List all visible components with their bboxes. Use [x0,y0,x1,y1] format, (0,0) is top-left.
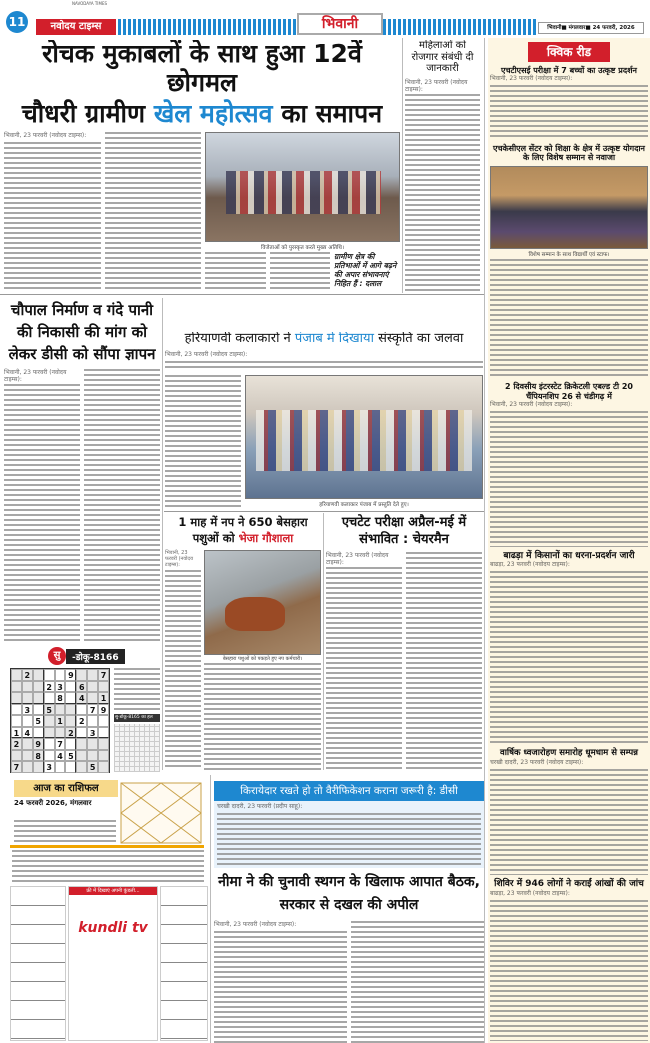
cattle-text-col1 [165,550,201,770]
sudoku-cell[interactable] [44,669,55,681]
qr-text-2 [490,259,648,378]
paper-logo: नवोदय टाइम्स [36,19,116,35]
sudoku-cell: 2 [76,715,87,727]
tenant-text [217,803,481,866]
main-text-col1 [4,132,101,292]
kundli-chart [120,782,202,844]
main-headline-line2 [4,100,400,129]
women-story [405,40,480,292]
sudoku-cell[interactable] [98,715,109,727]
sudoku-cell[interactable] [65,692,76,704]
sudoku-cell[interactable] [76,761,87,773]
article-lead: भिवानी, 23 फरवरी (नवोदय टाइम्स): [165,550,201,568]
article-lead: भिवानी, 23 फरवरी (नवोदय टाइम्स): [490,401,648,408]
article-lead: भिवानी, 23 फरवरी (नवोदय टाइम्स): [405,79,480,93]
sudoku-cell[interactable] [98,727,109,739]
rashifal-intro [14,820,116,842]
sudoku-cell: 1 [55,715,66,727]
qr-headline-1: एचटीएसई परीक्षा में 7 बच्चों का उत्कृष्ट प्रदर्शन [501,66,637,75]
sudoku-cell[interactable] [76,727,87,739]
article-lead: भिवानी, 23 फरवरी (नवोदय टाइम्स): [490,75,648,82]
sudoku-cell: 9 [98,704,109,716]
sudoku-cell: 2 [44,681,55,693]
htet-text-col2 [406,552,482,770]
article-lead: भिवानी, 23 फरवरी (नवोदय टाइम्स): [4,132,101,139]
sudoku-cell[interactable] [33,727,44,739]
sudoku-cell[interactable] [65,761,76,773]
sudoku-cell[interactable] [55,704,66,716]
quick-read-tab: क्विक रीड [528,42,610,62]
chaupal-text-col2 [84,369,160,641]
headline-highlight: पंजाब में दिखाया [294,332,374,346]
sudoku-cell[interactable] [33,669,44,681]
sudoku-solution-grid [114,724,160,772]
sudoku-cell: 5 [87,761,98,773]
sudoku-grid[interactable] [10,668,110,773]
sudoku-cell[interactable] [65,715,76,727]
city-tab: भिवानी [297,13,383,35]
main-photo [205,132,400,242]
qr-text-1 [490,75,648,140]
sudoku-cell[interactable] [44,738,55,750]
nima-headline: नीमा ने की चुनावी स्थगन के खिलाफ आपात बैठक, सरकार से दखल की अपील [218,874,480,913]
sudoku-cell[interactable] [44,727,55,739]
article-lead: भिवानी, 23 फरवरी (नवोदय टाइम्स): [4,369,80,383]
sudoku-cell[interactable] [44,750,55,762]
sudoku-cell[interactable] [87,692,98,704]
sudoku-cell: 7 [87,704,98,716]
sudoku-cell: 5 [33,715,44,727]
women-text [405,79,480,293]
sudoku-logo: सु [48,647,66,665]
sudoku-instructions [114,668,160,712]
quick-read-column [488,38,650,1043]
rashifal-title: आज का राशिफल [14,780,118,797]
nima-text-col2 [351,921,484,1043]
divider [10,845,204,848]
headline-highlight: खेल महोत्सव [153,98,273,128]
sudoku-cell[interactable] [22,681,33,693]
sudoku-cell: 4 [55,750,66,762]
qr-photo-caption: विशेष सम्मान के साथ विद्यार्थी एवं स्टाफ। [528,252,610,259]
sudoku-cell: 8 [55,692,66,704]
dateline: भिवानी■ मंगलवार■ 24 फरवरी, 2026 [538,22,644,34]
cattle-text-col2 [204,663,321,770]
htet-text-col1 [326,552,402,770]
qr-headline-2: एचकेसीएल सेंटर को शिक्षा के क्षेत्र में उत्कृष्ट योगदान के लिए विशेष सम्मान से नवाजा [493,144,645,163]
sudoku-cell[interactable] [65,704,76,716]
sudoku-cell: 2 [22,669,33,681]
rashifal-text [12,850,204,882]
sudoku-cell[interactable] [65,738,76,750]
qr-text-4 [490,561,648,745]
sudoku-cell: 7 [55,738,66,750]
sudoku-cell[interactable] [11,681,22,693]
sudoku-cell: 2 [11,738,22,750]
chaupal-story [4,299,160,641]
tenant-headline: किरायेदार रखते हो तो वैरीफिकेशन कराना जरूरी है: डीसी [214,781,484,801]
headline-part: चौधरी ग्रामीण [21,98,146,128]
sudoku-cell: 3 [55,681,66,693]
main-photo-caption: विजेताओं को पुरस्कृत करते मुख्य अतिथि। [260,245,345,252]
page-number: 11 [6,11,28,33]
sudoku-cell[interactable] [76,750,87,762]
qr-text-6 [490,890,648,1041]
haryanvi-intro [165,351,483,371]
sudoku-cell: 7 [11,761,22,773]
sudoku-cell[interactable] [65,681,76,693]
headline-part: का समापन [281,98,383,128]
sudoku-cell[interactable] [22,738,33,750]
cattle-headline [165,514,321,546]
headline-highlight: भेजा गौशाला [238,531,294,545]
main-text-col3 [205,252,266,292]
sudoku-cell[interactable] [11,750,22,762]
page-header [0,0,650,36]
sudoku-cell: 3 [44,761,55,773]
paper-small-name: NAVODAYA TIMES [72,1,108,6]
sudoku-cell[interactable] [33,692,44,704]
sudoku-cell: 9 [65,669,76,681]
qr-text-3 [490,401,648,547]
kundli-ad-logo: kundli tv [78,920,148,936]
sudoku-cell[interactable] [22,750,33,762]
sudoku-cell[interactable] [98,750,109,762]
sign-box-left [10,886,66,1041]
sudoku-cell[interactable] [33,704,44,716]
qr-photo [490,166,648,249]
qr-text-5 [490,759,648,876]
chaupal-headline: चौपाल निर्माण व गंदे पानी की निकासी की मांग को लेकर डीसी को सौंपा ज्ञापन [8,301,156,363]
sudoku-cell: 1 [98,692,109,704]
headline-part: 1 माह में नप ने 650 बेसहारा पशुओं को [178,515,308,545]
sudoku-cell[interactable] [33,681,44,693]
sudoku-cell[interactable] [55,727,66,739]
qr-headline-5: वार्षिक ध्वजारोहण समारोह धूमधाम से सम्पन्न [499,747,639,758]
haryanvi-photo [245,375,483,499]
qr-headline-6: शिविर में 946 लोगों ने कराईं आंखों की जांच [494,879,644,890]
htet-headline: एचटेट परीक्षा अप्रैल-मई में संभावित : चेयरमैन [341,515,467,547]
sudoku-cell: 3 [87,727,98,739]
nima-text-col1 [214,921,347,1043]
sudoku-cell[interactable] [22,715,33,727]
cattle-photo-caption: बेसहारा पशुओं को पकड़ते हुए नप कर्मचारी। [222,656,303,662]
article-lead: भिवानी, 23 फरवरी (नवोदय टाइम्स): [165,351,483,358]
sudoku-cell[interactable] [76,704,87,716]
article-lead: भिवानी, 23 फरवरी (नवोदय टाइम्स): [214,921,347,928]
sudoku-title [48,647,125,665]
qr-headline-3: 2 दिवसीय इंटरस्टेट क्रिकेटली एबल्ड टी 20 चैंपियनशिप 26 से चंडीगढ़ में [505,382,633,401]
women-headline: महिलाओं को रोजगार संबंधी दी जानकारी [411,40,474,74]
haryanvi-story [165,332,483,509]
sudoku-cell[interactable] [98,738,109,750]
main-text-col2 [105,132,202,292]
article-lead: बाढड़ा, 23 फरवरी (नवोदय टाइम्स): [490,890,648,897]
sudoku-cell[interactable] [11,715,22,727]
article-lead: बाढड़ा, 23 फरवरी (नवोदय टाइम्स): [490,561,648,568]
main-text-col4 [270,252,331,292]
sudoku-cell[interactable] [22,692,33,704]
kundli-ad [68,886,158,1041]
sudoku-cell[interactable] [87,669,98,681]
sudoku-cell: 9 [33,738,44,750]
sudoku-cell: 3 [22,704,33,716]
sudoku-cell: 6 [76,681,87,693]
divider [0,294,484,295]
sudoku-cell[interactable] [11,704,22,716]
sudoku-cell[interactable] [11,669,22,681]
sudoku-cell[interactable] [87,715,98,727]
nima-story [214,871,484,1043]
main-quote: ग्रामीण क्षेत्र की प्रतिभाओं में आगे बढ़ने की अपार संभावनाएं निहित हैं : दलाल [334,252,397,289]
sudoku-cell[interactable] [87,738,98,750]
haryanvi-headline [165,332,483,347]
sudoku-cell[interactable] [44,692,55,704]
cattle-story [165,514,321,770]
sudoku-number: -डोकू-8166 [66,649,125,664]
sudoku-cell[interactable] [44,715,55,727]
sudoku-cell[interactable] [55,761,66,773]
article-lead: चरखी दादरी, 23 फरवरी (नवोदय टाइम्स): [490,759,648,766]
sudoku-cell: 5 [65,750,76,762]
sudoku-cell: 5 [44,704,55,716]
cattle-photo [204,550,321,655]
sudoku-cell[interactable] [22,761,33,773]
rashifal-date: 24 फरवरी 2026, मंगलवार [14,799,92,807]
sudoku-cell: 1 [11,727,22,739]
article-lead: भिवानी, 23 फरवरी (नवोदय टाइम्स): [326,552,402,566]
headline-part: हरियाणवी कलाकारों ने [184,332,291,346]
sudoku-cell: 4 [76,692,87,704]
main-story [4,40,400,292]
qr-headline-4: बाढड़ा में किसानों का धरना-प्रदर्शन जारी [503,550,635,561]
divider [164,511,484,512]
tenant-story [214,781,484,868]
sudoku-solution-title: सु-डोकू-8165 का हल [114,714,160,722]
sudoku-cell[interactable] [11,692,22,704]
sudoku-cell[interactable] [76,669,87,681]
haryanvi-photo-caption: हरियाणवी कलाकार पंजाब में प्रस्तुति देते हुए। [319,502,409,508]
sudoku-cell: 2 [65,727,76,739]
sudoku-cell[interactable] [87,681,98,693]
haryanvi-text [165,375,241,509]
sudoku-cell: 8 [33,750,44,762]
headline-part: संस्कृति का जलवा [378,332,464,346]
sign-box-right [160,886,208,1041]
article-lead: चरखी दादरी, 23 फरवरी (प्रदीप साहू): [217,803,481,810]
sudoku-cell[interactable] [33,761,44,773]
sudoku-cell[interactable] [87,750,98,762]
chaupal-text-col1 [4,369,80,641]
sudoku-cell: 7 [98,669,109,681]
sudoku-cell[interactable] [98,761,109,773]
sudoku-cell: 4 [22,727,33,739]
main-headline-line1: रोचक मुकाबलों के साथ हुआ 12वें छोगमल [42,40,362,97]
sudoku-cell[interactable] [98,681,109,693]
sudoku-cell[interactable] [76,738,87,750]
kundli-ad-tag: फ्री में दिखाएं अपनी कुंडली... [69,887,157,895]
htet-story [326,514,482,770]
sudoku-cell[interactable] [55,669,66,681]
